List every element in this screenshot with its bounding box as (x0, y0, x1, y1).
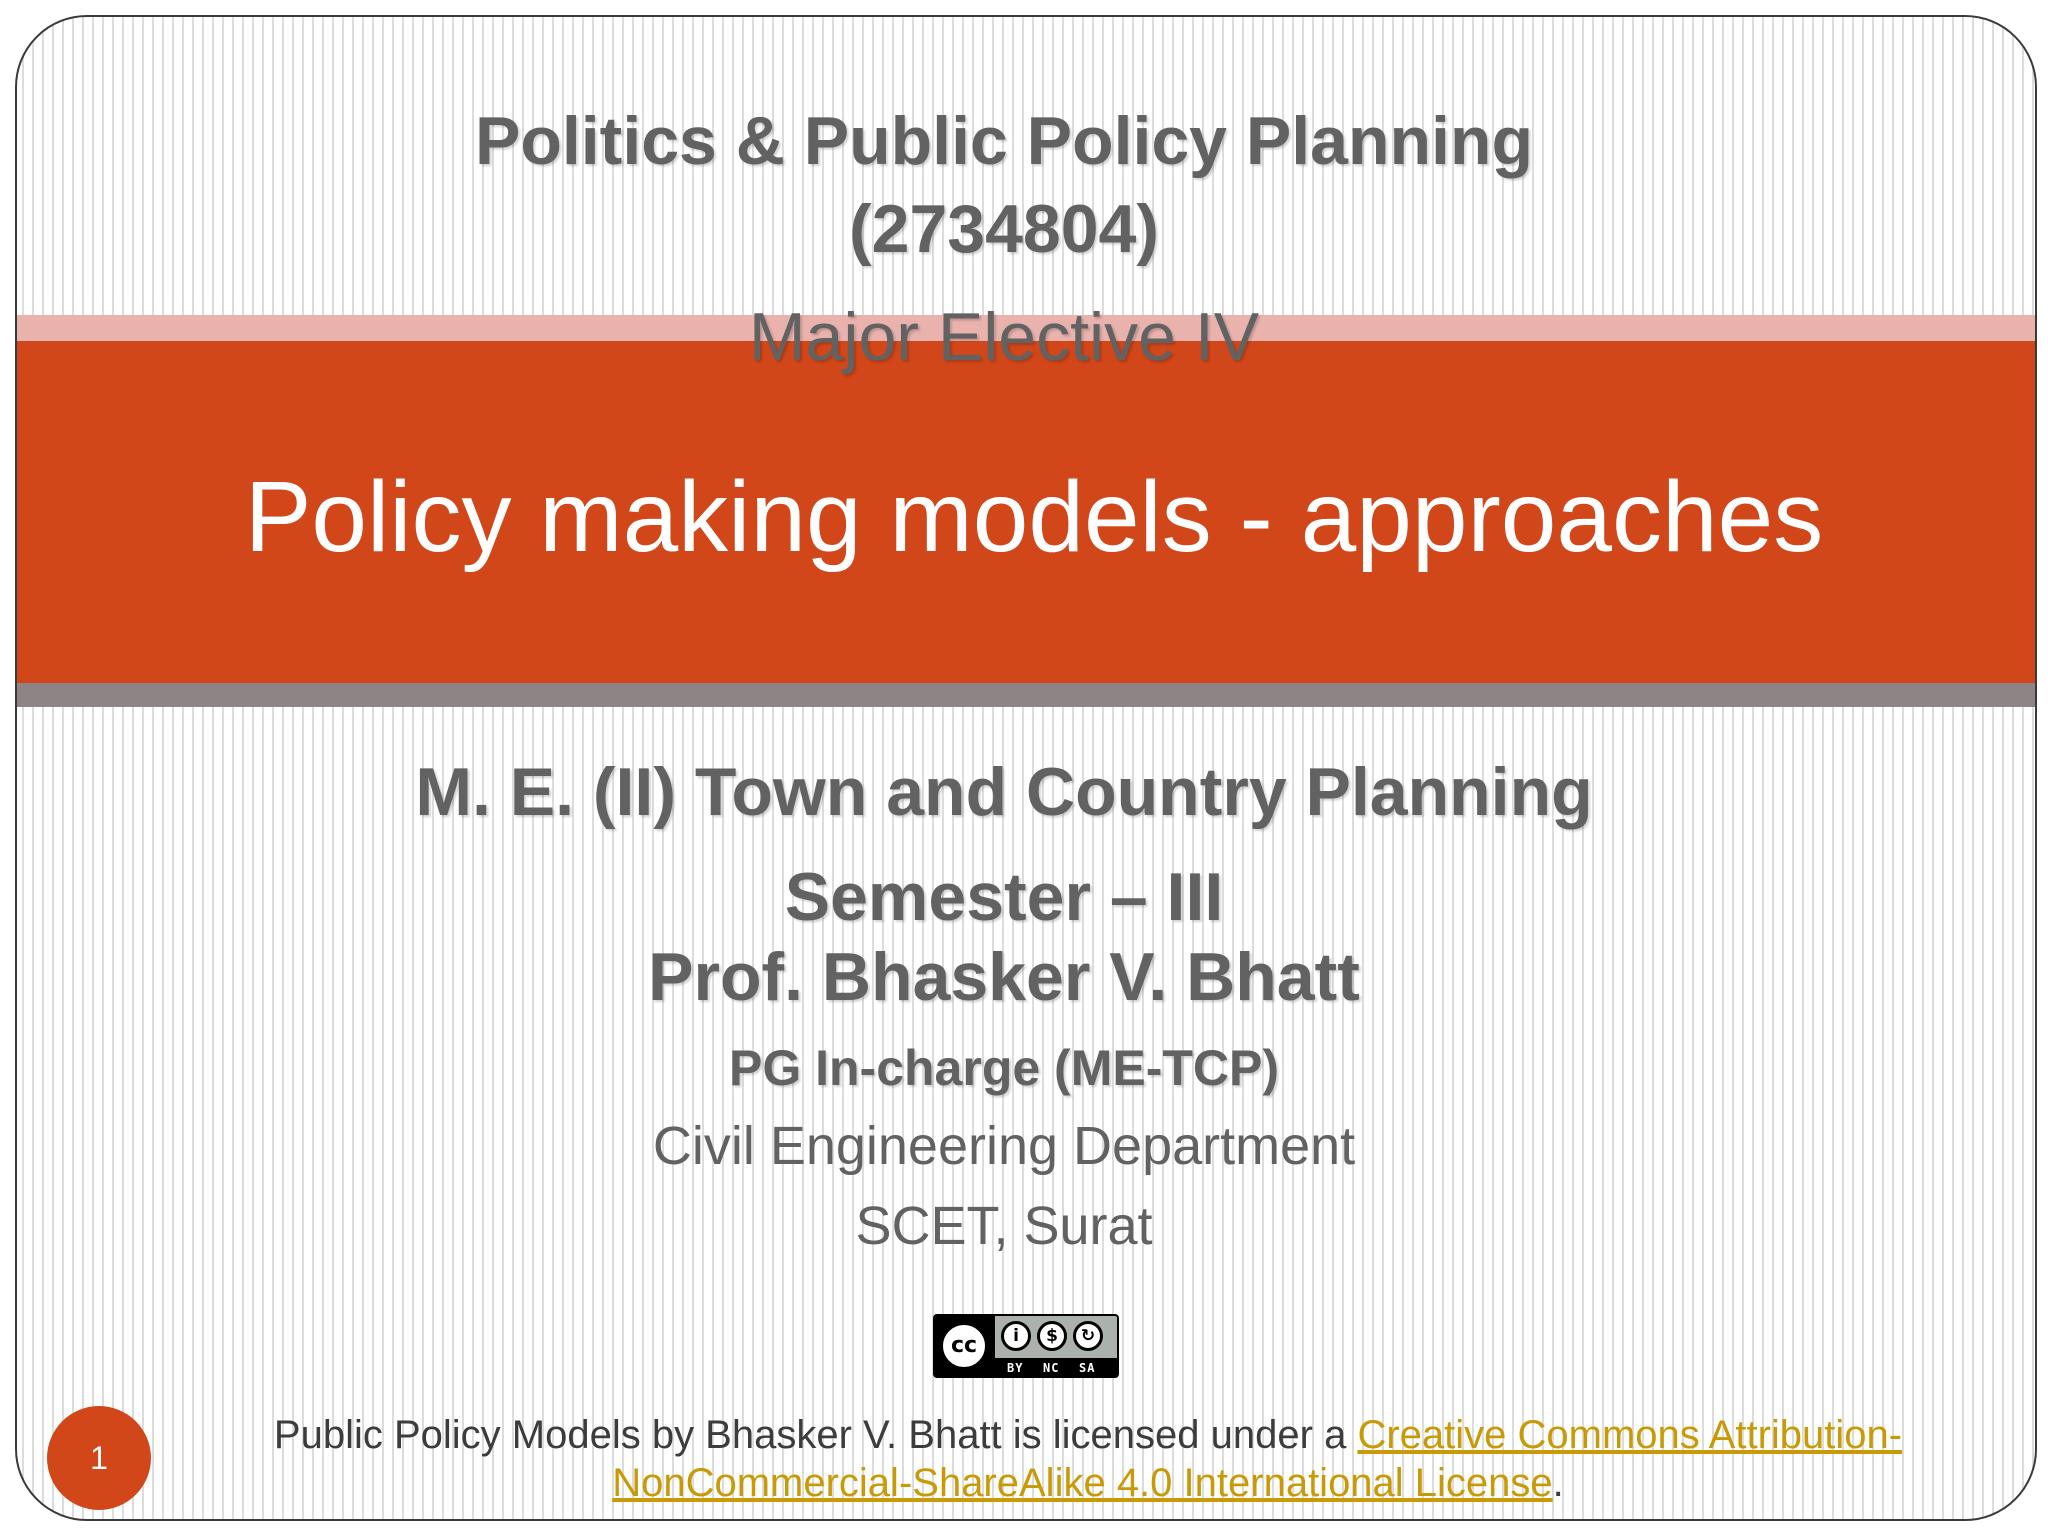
license-link-part2[interactable]: NonCommercial-ShareAlike 4.0 International License (612, 1461, 1553, 1505)
badge-sa-label: SA (1079, 1361, 1096, 1375)
course-title (15, 97, 2013, 273)
semester-label: Semester – III (784, 859, 1224, 935)
title-slide (15, 15, 2037, 1521)
institution-name: SCET, Surat (855, 1196, 1153, 1256)
cc-icon: cc (939, 1321, 989, 1371)
grey-accent-band (17, 683, 2035, 707)
cc-by-nc-sa-badge-icon[interactable] (933, 1314, 1119, 1378)
course-title-line1: Politics & Public Policy Planning (475, 103, 1533, 179)
elective-subtitle: Major Elective IV (748, 299, 1260, 375)
page-number-badge: 1 (47, 1406, 151, 1510)
license-link-part1[interactable]: Creative Commons Attribution- (1357, 1413, 1903, 1457)
badge-by-label: BY (1007, 1361, 1024, 1375)
noncommercial-icon: $ (1037, 1321, 1067, 1351)
program-name: M. E. (II) Town and Country Planning (415, 754, 1593, 830)
main-title: Policy making models - approaches (244, 461, 1824, 573)
license-text: Public Policy Models by Bhasker V. Bhatt is licensed under a (273, 1413, 1358, 1457)
department-name: Civil Engineering Department (652, 1116, 1356, 1176)
professor-role: PG In-charge (ME-TCP) (728, 1040, 1280, 1096)
badge-nc-label: NC (1043, 1361, 1060, 1375)
sharealike-icon: ↻ (1073, 1321, 1103, 1351)
attribution-icon: i (1001, 1321, 1031, 1351)
license-line-2 (79, 1459, 2037, 1507)
course-code: (2734804) (848, 191, 1160, 267)
license-line-1 (79, 1411, 2037, 1459)
license-text-suffix: . (1552, 1461, 1564, 1505)
professor-name: Prof. Bhasker V. Bhatt (648, 939, 1360, 1015)
